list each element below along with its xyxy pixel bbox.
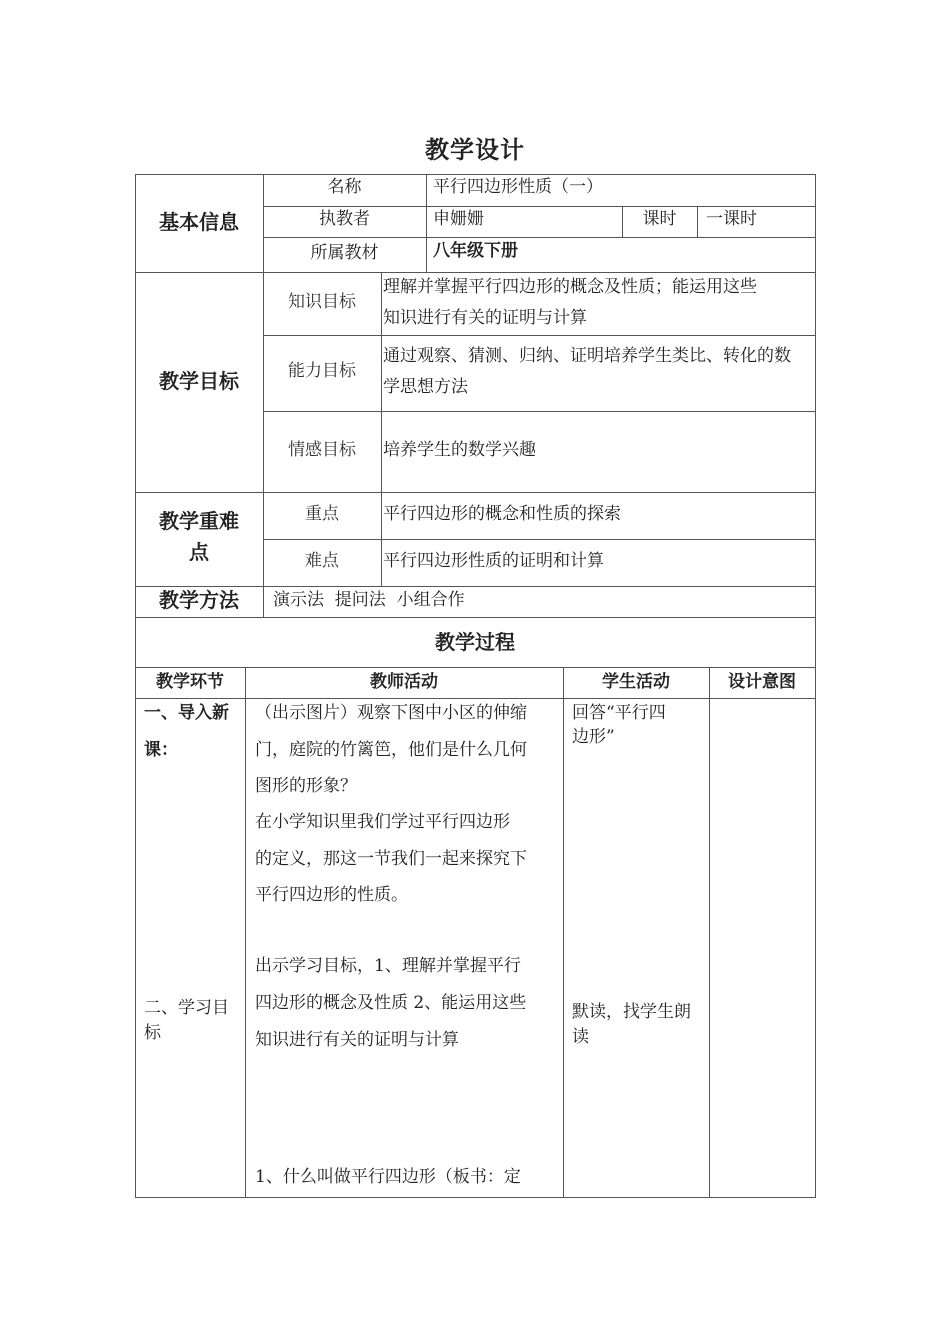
teacher-activity-last-line: 1、什么叫做平行四边形（板书：定 (255, 1167, 521, 1187)
stage-intro-line2: 课： (144, 740, 178, 760)
key-point-value: 平行四边形的概念和性质的探索 (383, 504, 621, 524)
name-value: 平行四边形性质（一） (433, 177, 603, 197)
teacher-goal-line: 四边形的概念及性质 2、能运用这些 (255, 993, 527, 1013)
header-student-activity: 学生活动 (602, 672, 670, 692)
knowledge-goal-label: 知识目标 (288, 292, 356, 312)
ability-goal-line1: 通过观察、猜测、归纳、证明培养学生类比、转化的数 (383, 346, 791, 366)
teacher-goal-line: 知识进行有关的证明与计算 (255, 1030, 459, 1050)
student-activity-2-line2: 读 (572, 1027, 589, 1047)
name-label: 名称 (327, 177, 362, 197)
teacher-activity-line: 图形的形象？ (255, 776, 357, 796)
goals-label: 教学目标 (159, 369, 239, 393)
teacher-goal-line: 出示学习目标，1、理解并掌握平行 (255, 956, 521, 976)
teacher-activity-line: 的定义，那这一节我们一起来探究下 (255, 849, 527, 869)
student-activity-1-line1: 回答“平行四 (572, 703, 666, 723)
knowledge-goal-line1: 理解并掌握平行四边形的概念及性质；能运用这些 (383, 277, 757, 297)
textbook-label: 所属教材 (310, 243, 379, 263)
emotion-goal-value: 培养学生的数学兴趣 (383, 440, 536, 460)
methods-value: 演示法 提问法 小组合作 (273, 590, 465, 610)
key-points-label-line2: 点 (189, 540, 209, 564)
key-points-label-line1: 教学重难 (159, 509, 239, 533)
emotion-goal-label: 情感目标 (288, 440, 356, 460)
header-teacher-activity: 教师活动 (370, 672, 438, 692)
student-activity-2-line1: 默读，找学生朗 (572, 1002, 691, 1022)
difficult-point-value: 平行四边形性质的证明和计算 (383, 551, 604, 571)
teacher-activity-line: 平行四边形的性质。 (255, 885, 408, 905)
key-point-label: 重点 (305, 504, 339, 524)
teacher-activity-line: （出示图片）观察下图中小区的伸缩 (255, 703, 527, 723)
student-activity-1-line2: 边形” (572, 727, 615, 747)
teacher-activity-line: 在小学知识里我们学过平行四边形 (255, 812, 510, 832)
stage-intro-line1: 一、导入新 (144, 703, 229, 723)
period-value: 一课时 (706, 209, 757, 229)
stage-goals-line1: 二、学习目 (144, 998, 229, 1018)
page-title: 教学设计 (425, 136, 525, 164)
basic-info-label: 基本信息 (159, 210, 239, 234)
teacher-label: 执教者 (319, 209, 370, 229)
process-title: 教学过程 (435, 630, 515, 654)
difficult-point-label: 难点 (305, 551, 339, 571)
textbook-value: 八年级下册 (433, 241, 518, 261)
methods-label: 教学方法 (159, 588, 239, 612)
stage-goals-line2: 标 (144, 1023, 161, 1043)
header-stage: 教学环节 (156, 672, 224, 692)
ability-goal-line2: 学思想方法 (383, 377, 468, 397)
header-design-intent: 设计意图 (728, 672, 796, 692)
period-label: 课时 (642, 209, 677, 229)
teacher-value: 申姗姗 (433, 209, 484, 229)
ability-goal-label: 能力目标 (288, 361, 356, 381)
teacher-activity-line: 门，庭院的竹篱笆，他们是什么几何 (255, 740, 527, 760)
knowledge-goal-line2: 知识进行有关的证明与计算 (383, 308, 587, 328)
